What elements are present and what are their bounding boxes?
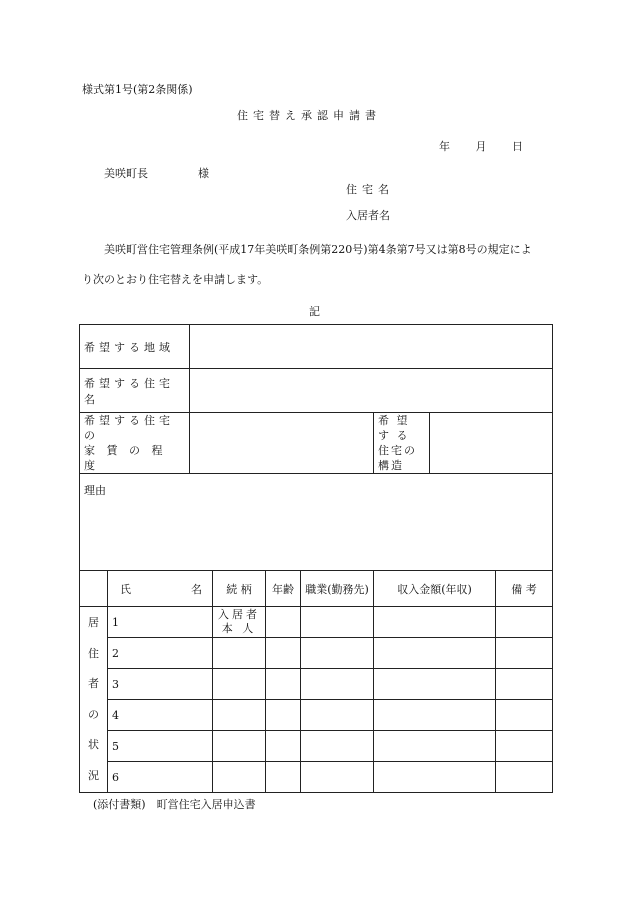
desired-structure-label-line1: 希 望 す る xyxy=(378,414,410,442)
body-text-line-1: 美咲町営住宅管理条例(平成17年美咲町条例第220号)第4条第7号又は第8号の規定によ xyxy=(104,243,532,256)
resident-income-cell[interactable] xyxy=(374,607,496,638)
resident-name-cell[interactable] xyxy=(108,762,213,793)
resident-relation-cell[interactable] xyxy=(213,762,266,793)
addressee: 美咲町長 xyxy=(104,167,148,180)
resident-occupation-cell[interactable] xyxy=(301,638,374,669)
resident-relation-cell[interactable] xyxy=(213,638,266,669)
resident-relation-cell xyxy=(213,607,266,638)
side-char: 者 xyxy=(88,677,99,690)
resident-relation-cell[interactable] xyxy=(213,669,266,700)
resident-age-cell[interactable] xyxy=(266,700,301,731)
header-name-left: 氏 xyxy=(120,582,131,596)
desired-structure-label xyxy=(374,413,430,474)
form-number-label: 様式第1号(第2条関係) xyxy=(82,83,193,96)
resident-age-cell[interactable] xyxy=(266,607,301,638)
reason-label: 理由 xyxy=(84,484,106,497)
reason-field[interactable] xyxy=(80,474,553,571)
resident-status-side-label xyxy=(80,607,108,793)
side-char: 住 xyxy=(88,646,99,660)
desired-house-field[interactable] xyxy=(190,369,553,413)
resident-occupation-cell[interactable] xyxy=(301,700,374,731)
side-char: 居 xyxy=(88,616,99,629)
honorific: 様 xyxy=(198,167,209,180)
resident-remarks-cell[interactable] xyxy=(496,700,553,731)
desired-structure-label-line2: 住宅の構造 xyxy=(378,444,417,472)
resident-name-cell[interactable] xyxy=(108,638,213,669)
header-name xyxy=(108,571,213,607)
resident-name-cell[interactable] xyxy=(108,731,213,762)
header-relation: 続 柄 xyxy=(213,571,266,607)
body-text-line-2: り次のとおり住宅替えを申請します。 xyxy=(82,273,269,286)
resident-age-cell[interactable] xyxy=(266,762,301,793)
resident-occupation-cell[interactable] xyxy=(301,607,374,638)
header-occupation: 職業(勤務先) xyxy=(301,571,374,607)
desired-rent-field[interactable] xyxy=(190,413,374,474)
relation-line1: 入居者 xyxy=(218,608,260,621)
resident-income-cell[interactable] xyxy=(374,669,496,700)
resident-income-cell[interactable] xyxy=(374,731,496,762)
resident-remarks-cell[interactable] xyxy=(496,762,553,793)
house-name-label: 住宅名 xyxy=(346,183,394,196)
resident-name-cell[interactable] xyxy=(108,607,213,638)
header-income: 収入金額(年収) xyxy=(374,571,496,607)
resident-occupation-cell[interactable] xyxy=(301,731,374,762)
header-name-right: 名 xyxy=(191,582,202,596)
side-char: 況 xyxy=(88,768,99,782)
header-blank-cell xyxy=(80,571,108,607)
resident-age-cell[interactable] xyxy=(266,669,301,700)
attachments-note: (添付書類) 町営住宅入居申込書 xyxy=(93,798,256,811)
resident-age-cell[interactable] xyxy=(266,731,301,762)
desired-area-label: 希望する地域 xyxy=(80,325,190,369)
document-title: 住宅替え承認申請書 xyxy=(237,109,381,122)
resident-income-cell[interactable] xyxy=(374,638,496,669)
resident-name-label: 入居者名 xyxy=(346,209,390,222)
resident-income-cell[interactable] xyxy=(374,700,496,731)
date-line: 年 月 日 xyxy=(439,140,523,153)
resident-occupation-cell[interactable] xyxy=(301,762,374,793)
header-age: 年齢 xyxy=(266,571,301,607)
header-remarks: 備 考 xyxy=(496,571,553,607)
resident-remarks-cell[interactable] xyxy=(496,731,553,762)
relation-line2: 本 人 xyxy=(221,622,257,635)
resident-occupation-cell[interactable] xyxy=(301,669,374,700)
desired-rent-label-line1: 希望する住宅の xyxy=(84,414,174,442)
resident-relation-cell[interactable] xyxy=(213,700,266,731)
row-number: 6 xyxy=(112,770,119,784)
resident-remarks-cell[interactable] xyxy=(496,638,553,669)
application-table xyxy=(79,324,553,793)
desired-area-field[interactable] xyxy=(190,325,553,369)
resident-remarks-cell[interactable] xyxy=(496,669,553,700)
row-number: 4 xyxy=(112,708,119,722)
resident-name-cell[interactable] xyxy=(108,700,213,731)
row-number: 5 xyxy=(112,739,119,753)
resident-name-cell[interactable] xyxy=(108,669,213,700)
resident-relation-cell[interactable] xyxy=(213,731,266,762)
desired-structure-field[interactable] xyxy=(430,413,553,474)
resident-age-cell[interactable] xyxy=(266,638,301,669)
resident-income-cell[interactable] xyxy=(374,762,496,793)
row-number: 1 xyxy=(112,615,119,629)
ki-heading: 記 xyxy=(309,305,320,318)
resident-remarks-cell[interactable] xyxy=(496,607,553,638)
row-number: 2 xyxy=(112,646,119,660)
side-char: の xyxy=(88,707,99,721)
desired-rent-label xyxy=(80,413,190,474)
desired-house-label: 希望する住宅名 xyxy=(80,369,190,413)
row-number: 3 xyxy=(112,677,119,691)
desired-rent-label-line2: 家 賃 の 程 度 xyxy=(84,444,167,472)
side-char: 状 xyxy=(88,738,99,751)
